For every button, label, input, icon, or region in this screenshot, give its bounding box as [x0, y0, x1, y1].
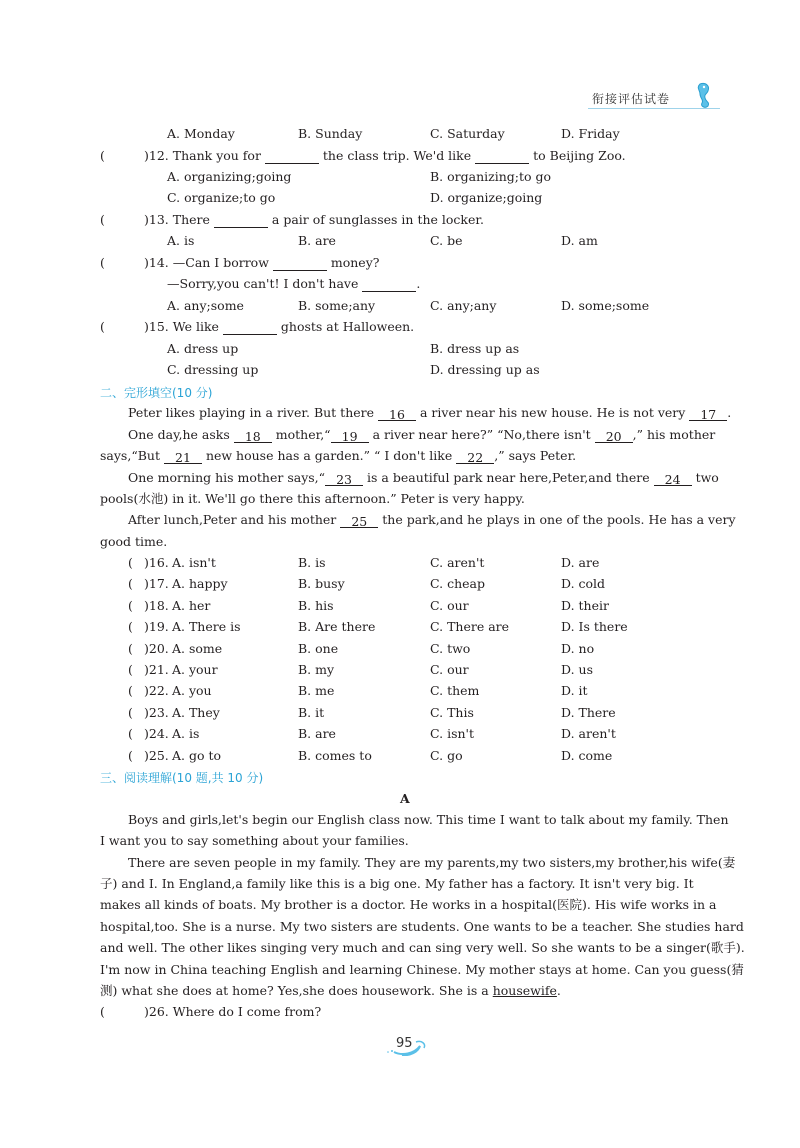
reading-line: hospital,too. She is a nurse. My two sisters are students. One wants to be a teacher. She studies hard	[100, 919, 744, 934]
q13-paren: (	[100, 212, 105, 227]
q14-number: )14.	[144, 255, 169, 270]
q12-paren: (	[100, 148, 105, 163]
cloze-q21-option-d: D. us	[561, 662, 593, 677]
wave-ornament-icon	[380, 1034, 430, 1056]
q14-stem-line2	[167, 276, 420, 292]
q13-option-c: C. be	[430, 233, 463, 248]
cloze-text: After lunch,Peter and his mother	[128, 512, 337, 527]
cloze-q17-option-c: C. cheap	[430, 576, 485, 592]
q14-line1-post: money?	[330, 255, 380, 270]
reading-text: .	[556, 983, 561, 998]
cloze-text: says,“But	[100, 448, 160, 463]
cloze-q20-option-b: B. one	[298, 640, 339, 656]
q11-option-a: A. Monday	[167, 126, 235, 141]
cloze-blank-25: 25	[340, 514, 378, 528]
cloze-q22-number: )22.	[144, 683, 169, 699]
cloze-q22-option-d: D. it	[561, 683, 588, 699]
cloze-blank-16: 16	[378, 407, 416, 421]
q13-text-post: a pair of sunglasses in the locker.	[271, 212, 484, 227]
q12-blank-2	[475, 150, 529, 164]
cloze-q22-option-b: B. me	[298, 683, 335, 699]
q14-option-d: D. some;some	[561, 298, 650, 313]
cloze-q17-paren: (	[128, 576, 133, 592]
q13-number: )13.	[144, 212, 169, 227]
q11-option-b: B. Sunday	[298, 126, 363, 141]
cloze-q16-option-a: A. isn't	[172, 555, 216, 570]
reading-line	[100, 983, 561, 999]
q12-option-a: A. organizing;going	[167, 169, 292, 184]
cloze-q22-option-a: A. you	[172, 683, 212, 699]
cloze-q25-option-c: C. go	[430, 747, 463, 763]
cloze-text: Peter likes playing in a river. But there	[128, 405, 375, 420]
q15-option-b: B. dress up as	[430, 341, 520, 356]
cloze-q19-paren: (	[128, 619, 133, 635]
q26-stem	[144, 1004, 321, 1020]
header-title: 衔接评估试卷	[592, 92, 671, 106]
q14-line1-pre: —Can I borrow	[172, 255, 269, 270]
section-3-title: 三、阅读理解(10 题,共 10 分)	[100, 771, 264, 785]
cloze-blank-17: 17	[689, 407, 727, 421]
cloze-q19-option-d: D. Is there	[561, 619, 628, 635]
cloze-q25-option-d: D. come	[561, 747, 613, 763]
cloze-q21-option-a: A. your	[172, 662, 218, 677]
cloze-line-4	[128, 470, 719, 486]
cloze-q16-option-b: B. is	[298, 555, 326, 570]
cloze-q21-number: )21.	[144, 662, 169, 677]
cloze-q23-option-b: B. it	[298, 704, 325, 720]
passage-label: A	[400, 791, 410, 806]
cloze-q18-number: )18.	[144, 597, 169, 613]
underlined-word: housewife	[492, 983, 557, 998]
reading-line: Boys and girls,let's begin our English class now. This time I want to talk about my family. Then	[128, 812, 729, 827]
cloze-q19-number: )19.	[144, 619, 169, 635]
cloze-q25-option-a: A. go to	[172, 747, 222, 763]
q15-blank	[223, 321, 277, 335]
cloze-text: new house has a garden.” “ I don't like	[205, 448, 453, 463]
cloze-q18-option-c: C. our	[430, 597, 469, 613]
cloze-q23-number: )23.	[144, 704, 169, 720]
q13-text-pre: There	[172, 212, 210, 227]
reading-line: and well. The other likes singing very much and can sing very well. So she wants to be a singer(歌手).	[100, 940, 745, 955]
cloze-text: One morning his mother says,“	[128, 470, 326, 485]
cloze-text: the park,and he plays in one of the pools. He has a very	[382, 512, 736, 527]
cloze-blank-24: 24	[654, 472, 692, 486]
q26-text: Where do I come from?	[172, 1004, 322, 1019]
q13-stem	[144, 212, 484, 228]
q15-text-post: ghosts at Halloween.	[280, 319, 415, 334]
cloze-q24-option-a: A. is	[172, 726, 200, 742]
q12-option-c: C. organize;to go	[167, 190, 276, 205]
cloze-q20-number: )20.	[144, 640, 169, 656]
q14-option-a: A. any;some	[167, 298, 244, 313]
cloze-q25-option-b: B. comes to	[298, 747, 372, 763]
reading-text: 测) what she does at home? Yes,she does housework. She is a	[100, 983, 489, 998]
cloze-q16-option-c: C. aren't	[430, 555, 485, 570]
q14-stem-line1	[144, 255, 379, 271]
cloze-q24-paren: (	[128, 726, 133, 742]
cloze-q20-option-a: A. some	[172, 640, 223, 656]
cloze-line-2	[128, 427, 715, 443]
cloze-text: One day,he asks	[128, 427, 230, 442]
q11-option-d: D. Friday	[561, 126, 620, 141]
seahorse-icon	[688, 80, 718, 110]
q15-option-a: A. dress up	[167, 341, 239, 356]
q15-number: )15.	[144, 319, 169, 334]
q15-text-pre: We like	[172, 319, 219, 334]
q13-option-a: A. is	[167, 233, 195, 248]
q12-text-pre: Thank you for	[172, 148, 261, 163]
cloze-line-6	[128, 512, 736, 528]
cloze-q21-option-c: C. our	[430, 662, 469, 677]
q14-option-b: B. some;any	[298, 298, 376, 313]
q26-number: )26.	[144, 1004, 169, 1019]
cloze-q23-paren: (	[128, 704, 133, 720]
cloze-q24-number: )24.	[144, 726, 169, 742]
cloze-q17-option-a: A. happy	[172, 576, 228, 592]
cloze-text: ,” his mother	[632, 427, 716, 442]
q15-option-c: C. dressing up	[167, 362, 259, 377]
cloze-q23-option-d: D. There	[561, 704, 616, 720]
reading-line: makes all kinds of boats. My brother is a doctor. He works in a hospital(医院). His wife works in a	[100, 897, 717, 912]
reading-line: I'm now in China teaching English and learning Chinese. My mother stays at home. Can you guess(猜	[100, 962, 744, 977]
cloze-blank-22: 22	[456, 450, 494, 464]
q14-paren: (	[100, 255, 105, 270]
q15-stem	[144, 319, 414, 335]
cloze-q19-option-a: A. There is	[172, 619, 241, 635]
cloze-q24-option-c: C. isn't	[430, 726, 474, 742]
cloze-q22-option-c: C. them	[430, 683, 480, 699]
cloze-q24-option-b: B. are	[298, 726, 336, 742]
cloze-blank-23: 23	[325, 472, 363, 486]
cloze-q18-option-b: B. his	[298, 597, 334, 613]
cloze-q18-option-d: D. their	[561, 597, 609, 613]
cloze-q17-number: )17.	[144, 576, 169, 592]
cloze-q23-option-a: A. They	[172, 704, 220, 720]
cloze-q20-paren: (	[128, 640, 133, 656]
page-number: 95	[396, 1036, 413, 1051]
q11-option-c: C. Saturday	[430, 126, 505, 141]
q12-option-d: D. organize;going	[430, 190, 543, 205]
cloze-line-7: good time.	[100, 534, 168, 549]
cloze-line-3	[100, 448, 576, 464]
cloze-text: mother,“	[275, 427, 331, 442]
cloze-q16-option-d: D. are	[561, 555, 600, 570]
q12-blank-1	[265, 150, 319, 164]
cloze-q18-option-a: A. her	[172, 597, 211, 613]
q14-line2-post: .	[416, 276, 421, 291]
q14-blank-2	[362, 278, 416, 292]
q13-option-d: D. am	[561, 233, 598, 248]
cloze-blank-21: 21	[164, 450, 202, 464]
cloze-q23-option-c: C. This	[430, 704, 474, 720]
section-2-title: 二、完形填空(10 分)	[100, 386, 213, 400]
cloze-q25-number: )25.	[144, 747, 169, 763]
cloze-blank-19: 19	[331, 429, 369, 443]
cloze-q22-paren: (	[128, 683, 133, 699]
q15-option-d: D. dressing up as	[430, 362, 540, 377]
cloze-q19-option-b: B. Are there	[298, 619, 376, 635]
q12-text-post: to Beijing Zoo.	[533, 148, 626, 163]
cloze-text: a river near here?” “No,there isn't	[372, 427, 591, 442]
reading-line: 子) and I. In England,a family like this is a big one. My father has a factory. It isn't very big. It	[100, 876, 694, 891]
q15-paren: (	[100, 319, 105, 334]
cloze-q18-paren: (	[128, 597, 133, 613]
cloze-text: a river near his new house. He is not very	[419, 405, 686, 420]
q26-paren: (	[100, 1004, 105, 1019]
cloze-q16-paren: (	[128, 555, 133, 570]
cloze-q16-number: )16.	[144, 555, 169, 570]
cloze-q20-option-d: D. no	[561, 640, 595, 656]
cloze-blank-18: 18	[234, 429, 272, 443]
cloze-blank-20: 20	[595, 429, 633, 443]
cloze-q25-paren: (	[128, 747, 133, 763]
cloze-line-1	[128, 405, 731, 421]
cloze-q21-paren: (	[128, 662, 133, 677]
q12-stem	[144, 148, 626, 164]
cloze-text: two	[695, 470, 719, 485]
reading-line: I want you to say something about your families.	[100, 833, 409, 848]
cloze-text: .	[727, 405, 732, 420]
q14-blank-1	[273, 257, 327, 271]
q13-option-b: B. are	[298, 233, 336, 248]
q13-blank	[214, 214, 268, 228]
cloze-q21-option-b: B. my	[298, 662, 335, 677]
cloze-q17-option-b: B. busy	[298, 576, 345, 592]
cloze-q24-option-d: D. aren't	[561, 726, 616, 742]
q14-line2-pre: —Sorry,you can't! I don't have	[167, 276, 359, 291]
q12-number: )12.	[144, 148, 169, 163]
cloze-line-5: pools(水池) in it. We'll go there this afternoon.” Peter is very happy.	[100, 491, 525, 506]
cloze-q20-option-c: C. two	[430, 640, 471, 656]
q14-option-c: C. any;any	[430, 298, 497, 313]
cloze-text: ,” says Peter.	[494, 448, 577, 463]
q12-option-b: B. organizing;to go	[430, 169, 552, 184]
q12-text-mid: the class trip. We'd like	[322, 148, 472, 163]
cloze-text: is a beautiful park near here,Peter,and there	[367, 470, 650, 485]
cloze-q19-option-c: C. There are	[430, 619, 510, 635]
reading-line: There are seven people in my family. They are my parents,my two sisters,my brother,his wife(妻	[128, 855, 736, 870]
cloze-q17-option-d: D. cold	[561, 576, 606, 592]
